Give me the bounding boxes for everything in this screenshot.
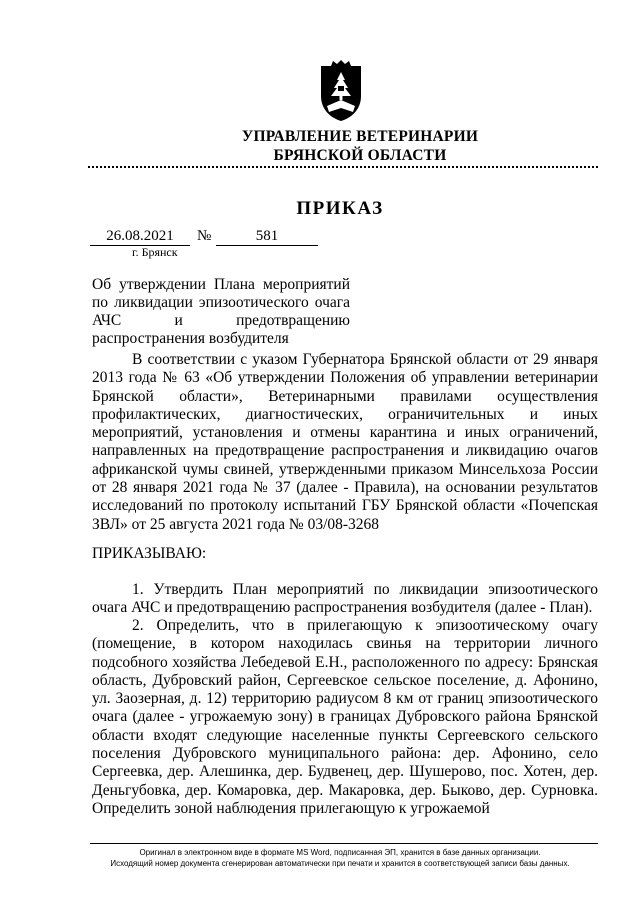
document-number: 581 xyxy=(216,227,318,246)
order-item-1: 1. Утвердить План мероприятий по ликвидации эпизоотического очага АЧС и предотвращению распространения возбудителя (далее - План). xyxy=(92,581,598,617)
organization-name-line1: УПРАВЛЕНИЕ ВЕТЕРИНАРИИ xyxy=(241,128,479,145)
footer-note-line1: Оригинал в электронном виде в формате MS Word, подписанная ЭП, хранится в базе данных организации. xyxy=(139,848,541,857)
footer-divider xyxy=(90,843,598,844)
footer-note-line2: Исходящий номер документа сгенерирован автоматически при печати и хранится в соответствующей записи базы данных. xyxy=(110,859,570,868)
organization-name-line2: БРЯНСКОЙ ОБЛАСТИ xyxy=(273,147,447,164)
order-item-2: 2. Определить, что в прилегающую к эпизоотическому очагу (помещение, в котором находилась свинья на территории личного подсобного хозяйства Лебедевой Е.Н., расположенного по адресу: Брянская область, Дубровский район, Сергеевское сельское поселение, д. Афонино, ул. Заозерная, д. 12) территорию радиусом 8 км от границ эпизоотического очага (далее - угрожаемую зону) в границах Дубровского района Брянской области входят следующие населенные пункты Сергеевского сельского поселения Дубровского муниципального района: дер. Афонино, село Сергеевка, дер. Алешинка, дер. Будвенец, дер. Шушерово, пос. Хотен, дер. Деньгубовка, дер. Комаровка, дер. Макаровка, дер. Быково, дер. Сурновка. Определить зоной наблюдения прилегающую к угрожаемой xyxy=(92,617,598,817)
order-directive: ПРИКАЗЫВАЮ: xyxy=(92,545,207,562)
document-title: ПРИКАЗ xyxy=(296,198,384,219)
coat-of-arms-emblem xyxy=(319,60,363,122)
header-divider xyxy=(88,166,598,168)
document-date: 26.08.2021 xyxy=(90,227,190,246)
number-sign: № xyxy=(197,228,212,244)
document-city: г. Брянск xyxy=(132,245,178,259)
document-subject: Об утверждении Плана мероприятий по ликвидации эпизоотического очага АЧС и предотвращению распространения возбудителя xyxy=(92,276,350,347)
preamble-paragraph: В соответствии с указом Губернатора Брянской области от 29 января 2013 года № 63 «Об утверждении Положения об управлении ветеринарии Брянской области», Ветеринарными правилами осуществления профилактических, диагностических, ограничительных и иных мероприятий, установления и отмены карантина и иных ограничений, направленных на предотвращение распространения и ликвидацию очагов африканской чумы свиней, утвержденными приказом Минсельхоза России от 28 января 2021 года № 37 (далее - Правила), на основании результатов исследований по протоколу испытаний ГБУ Брянской области «Почепская ЗВЛ» от 25 августа 2021 года № 03/08-3268 xyxy=(92,351,598,533)
